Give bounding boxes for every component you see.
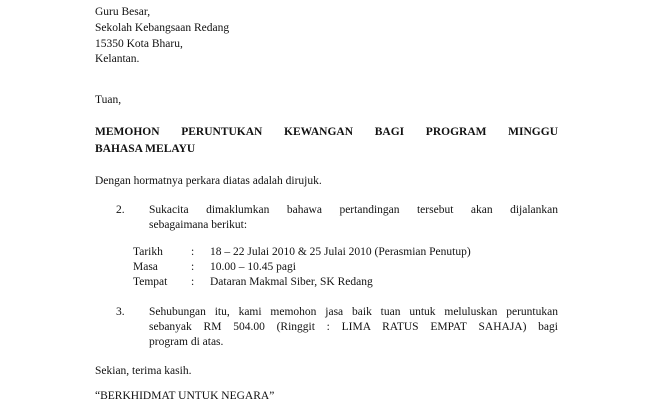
paragraph-2-line-2: sebagaimana berikut: bbox=[149, 219, 248, 231]
detail-label-venue: Tempat bbox=[133, 276, 168, 288]
subject-line-1: MEMOHON PERUNTUKAN KEWANGAN BAGI PROGRAM MINGGU bbox=[95, 126, 558, 138]
detail-value-venue: Dataran Makmal Siber, SK Redang bbox=[210, 276, 373, 288]
detail-value-date: 18 – 22 Julai 2010 & 25 Julai 2010 (Perasmian Penutup) bbox=[210, 246, 471, 258]
motto: “BERKHIDMAT UNTUK NEGARA” bbox=[95, 390, 275, 400]
detail-label-time: Masa bbox=[133, 261, 158, 273]
detail-separator-date: : bbox=[191, 246, 195, 258]
paragraph-3-line-1: Sehubungan itu, kami memohon jasa baik tuan untuk meluluskan peruntukan bbox=[149, 306, 558, 318]
paragraph-3-number: 3. bbox=[116, 306, 125, 318]
opening-sentence: Dengan hormatnya perkara diatas adalah dirujuk. bbox=[95, 175, 322, 187]
paragraph-2-line-1: Sukacita dimaklumkan bahawa pertandingan tersebut akan dijalankan bbox=[149, 204, 558, 216]
address-line-4: Kelantan. bbox=[95, 53, 140, 65]
address-line-2: Sekolah Kebangsaan Redang bbox=[95, 22, 230, 34]
paragraph-3-line-2: sebanyak RM 504.00 (Ringgit : LIMA RATUS EMPAT SAHAJA) bagi bbox=[149, 321, 558, 333]
subject-line-2: BAHASA MELAYU bbox=[95, 143, 196, 155]
address-line-1: Guru Besar, bbox=[95, 6, 151, 18]
detail-separator-time: : bbox=[191, 261, 195, 273]
address-line-3: 15350 Kota Bharu, bbox=[95, 38, 183, 50]
salutation: Tuan, bbox=[95, 94, 122, 106]
paragraph-2-number: 2. bbox=[116, 204, 125, 216]
closing-sentence: Sekian, terima kasih. bbox=[95, 365, 192, 377]
detail-label-date: Tarikh bbox=[133, 246, 163, 258]
paragraph-3-line-3: program di atas. bbox=[149, 336, 224, 348]
detail-value-time: 10.00 – 10.45 pagi bbox=[210, 261, 296, 273]
detail-separator-venue: : bbox=[191, 276, 195, 288]
